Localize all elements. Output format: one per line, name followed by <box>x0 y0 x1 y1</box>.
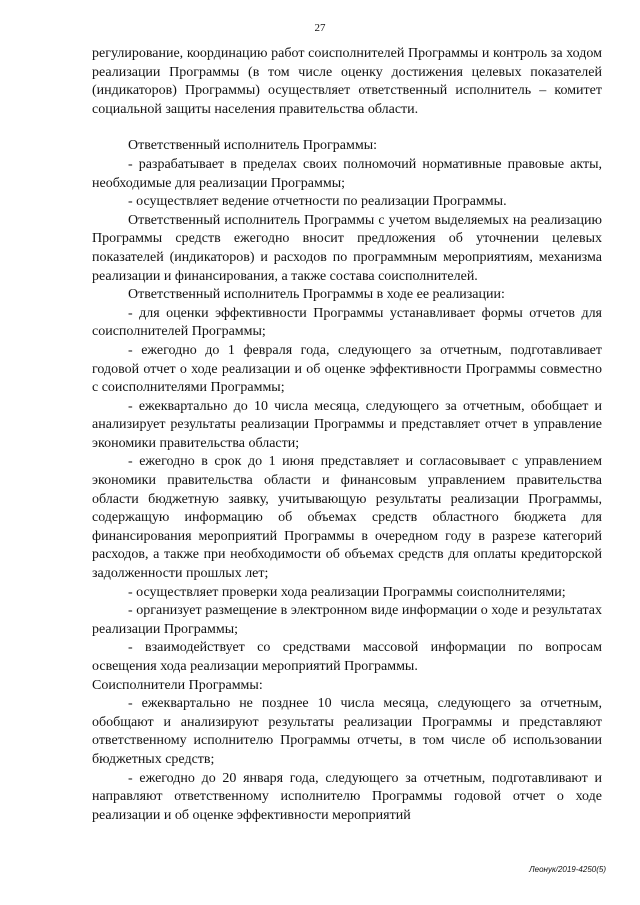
paragraph: Ответственный исполнитель Программы: <box>128 138 377 154</box>
paragraph: - взаимодействует со средствами массовой информации по вопросам освещения хода реализации мероприятий Программы. <box>92 640 602 674</box>
paragraph: - организует размещение в электронном виде информации о ходе и результатах реализации Программы; <box>92 603 602 637</box>
document-code: Леонук/2019-4250(5) <box>529 865 606 874</box>
paragraph: - осуществляет проверки хода реализации Программы соисполнителями; <box>128 584 566 600</box>
paragraph: - ежеквартально не позднее 10 числа месяца, следующего за отчетным, обобщают и анализируют результаты реализации Программы и представляют ответственному исполнителю Программы отчеты, в том числе об использовании бюджетных средств; <box>92 696 602 767</box>
paragraph: Ответственный исполнитель Программы в ходе ее реализации: <box>128 287 505 303</box>
paragraph: - осуществляет ведение отчетности по реализации Программы. <box>128 194 507 210</box>
paragraph: - ежеквартально до 10 числа месяца, следующего за отчетным, обобщает и анализирует результаты реализации Программы и представляет отчет в управление экономики правительства области; <box>92 398 602 451</box>
paragraph: - для оценки эффективности Программы устанавливает формы отчетов для соисполнителей Программы; <box>92 305 602 340</box>
paragraph: Ответственный исполнитель Программы с учетом выделяемых на реализацию Программы средств ежегодно вносит предложения об уточнении целевых показателей (индикаторов) и расходов по программным мероприятиям, механизма реализации и финансирования, а также состава соисполнителей. <box>92 212 602 284</box>
paragraph: - ежегодно в срок до 1 июня представляет и согласовывает с управлением экономики правительства области и финансовым управлением правительства области бюджетную заявку, учитывающую результаты реализации Программы, содержащую информацию об объемах средств областного бюджета для финансирования мероприятий Программы в очередном году в разрезе категорий расходов, а также при необходимости об объемах средств для оплаты кредиторской задолженности прошлых лет; <box>92 454 602 582</box>
document-body <box>92 45 602 825</box>
paragraph: регулирование, координацию работ соисполнителей Программы и контроль за ходом реализации Программы (в том числе оценку достижения целевых показателей (индикаторов) Программы) осуществляет ответственный исполнитель – комитет социальной защиты населения правительства области. <box>92 46 602 117</box>
paragraph: - ежегодно до 1 февраля года, следующего за отчетным, подготавливает годовой отчет о ходе реализации и об оценке эффективности Программы совместно с соисполнителями Программы; <box>92 342 602 396</box>
page-number: 27 <box>314 22 326 34</box>
paragraph: - разрабатывает в пределах своих полномочий нормативные правовые акты, необходимые для реализации Программы; <box>92 156 602 191</box>
paragraph: - ежегодно до 20 января года, следующего за отчетным, подготавливают и направляют ответственному исполнителю Программы годовой отчет о ходе реализации и об оценке эффективности мероприятий <box>92 770 602 823</box>
paragraph: Соисполнители Программы: <box>92 677 263 693</box>
